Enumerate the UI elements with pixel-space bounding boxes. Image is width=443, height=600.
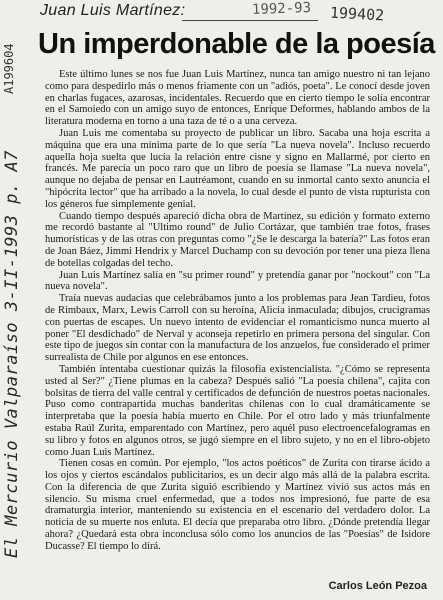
- article-body: [45, 69, 430, 567]
- paragraph: Juan Luis Martínez salía en "su primer round" y pretendía ganar por "nockout" con "La nueva novela".: [45, 269, 430, 293]
- paragraph: También intentaba cuestionar quizás la filosofía existencialista. "¿Cómo se representa usted al Ser?" ¿Tiene plumas en la cabeza? Después salió "La poesía chilena", cajita con bolsitas de tierra del valle central y certificados de defunción de nuestros poetas nacionales. Puso como contrapartida muchas banderitas chilenas con lo cual dramáticamente se interpretaba que la poesía había muerto en Chile. Por el otro lado y más triunfalmente estaba Raúl Zurita, emparentado con Martínez, pero aquél puso electroencefalogramas en su libro y fotos en algunos otros, se jugó siempre en el libro sujeto, y no en el libro-objeto como Juan Luis Martínez.: [45, 363, 430, 458]
- paragraph: Este último lunes se nos fue Juan Luis Martínez, nunca tan amigo nuestro ni tan lejano como para despedirlo más o menos friamente con un "adiós, poeta". Le conocí desde joven en charlas fugaces, azarosas, incidentales. Recuerdo que en cierto tiempo le solía encontrar en el Samoiedo con un amigo suyo de entonces, Enrique Deformes, hablando ambos de la literatura moderna en torno a una taza de té o a una cerveza.: [45, 69, 430, 128]
- clipping-header: [0, 0, 443, 25]
- article-byline: Carlos León Pezoa: [328, 580, 427, 592]
- handwritten-archive-code: 199402: [329, 3, 385, 25]
- paragraph: Juan Luis me comentaba su proyecto de publicar un libro. Sacaba una hoja escrita a máquina que era una mínima parte de lo que sería "La nueva novela". Incluso recuerdo aquella hoja suelta que lucía la relación entre cisne y signo en Mallarmé, por cierto en francés. Me parecía un poco raro que un libro de poesía se llamase "La nueva novela", aunque no dejaba de pensar en Lautréamont, cuando en su inmortal canto sexto anuncia el "hipócrita lector" que ha arribado a la novela, lo cual desde el punto de vista rupturista con los géneros fue simplemente genial.: [45, 127, 430, 210]
- article-headline: Un imperdonable de la poesía: [38, 28, 435, 60]
- left-margin-annotations: [0, 0, 36, 600]
- paragraph: Traía nuevas audacias que celebrábamos junto a los problemas para Jean Tardieu, fotos de Rimbaux, Marx, Lewis Carroll con su heroína, Alicia inmaculada; dibujos, crucigramas con puertas de escapes. Un nuevo intento de evidenciar el romanticismo nunca muerto al poner "El desdichado" de Nerval y aconseja repetirlo en primera persona del singular. Con este tipo de juegos sin contar con la manufactura de los anzuelos, fue considerado el primer surrealista de Chile por algunos en ese entonces.: [45, 293, 430, 364]
- paragraph: Cuando tiempo después apareció dicha obra de Martínez, su edición y formato externo me recordó bastante al "Ultimo round" de Julio Cortázar, que también trae fotos, frases humorísticas y de las otras con preguntas como "¿Se le descarga la batería?" Las fotos eran de Joan Báez, Jimmi Hendrix y Marcel Duchamp con su devoción por tener una pieza llena de botellas colgadas del techo.: [45, 210, 430, 269]
- paragraph: Tienen cosas en común. Por ejemplo, "los actos poéticos" de Zurita con tirarse ácido a los ojos y ciertos escándalos publicitarios, es un decir algo más allá de la palabra escrita. Con la diferencia de que Zurita siguió escribiendo y Martínez vivió sus actos más en silencio. Su misma cruel enfermedad, que a todos nos impresionó, fue parte de esa dramaturgia interior, manteniendo su existencia en el escenario del verdadero dolor. La noticia de su muerte nos enluta. El decía que preparaba otro libro. ¿Dónde pretendía llegar ahora? ¿Quedará esta obra inconclusa sólo como los anuncios de las "Poesías" de Isidore Ducasse? El tiempo lo dirá.: [45, 458, 430, 552]
- header-rule: [182, 20, 318, 21]
- handwritten-year-note: 1992-93: [251, 0, 312, 19]
- section-author-heading: Juan Luis Martínez:: [40, 2, 186, 19]
- margin-catalog-code: A199604: [2, 43, 16, 95]
- margin-source-note: El Mercurio Valparaíso 3-II-1993 p. A7: [2, 150, 22, 558]
